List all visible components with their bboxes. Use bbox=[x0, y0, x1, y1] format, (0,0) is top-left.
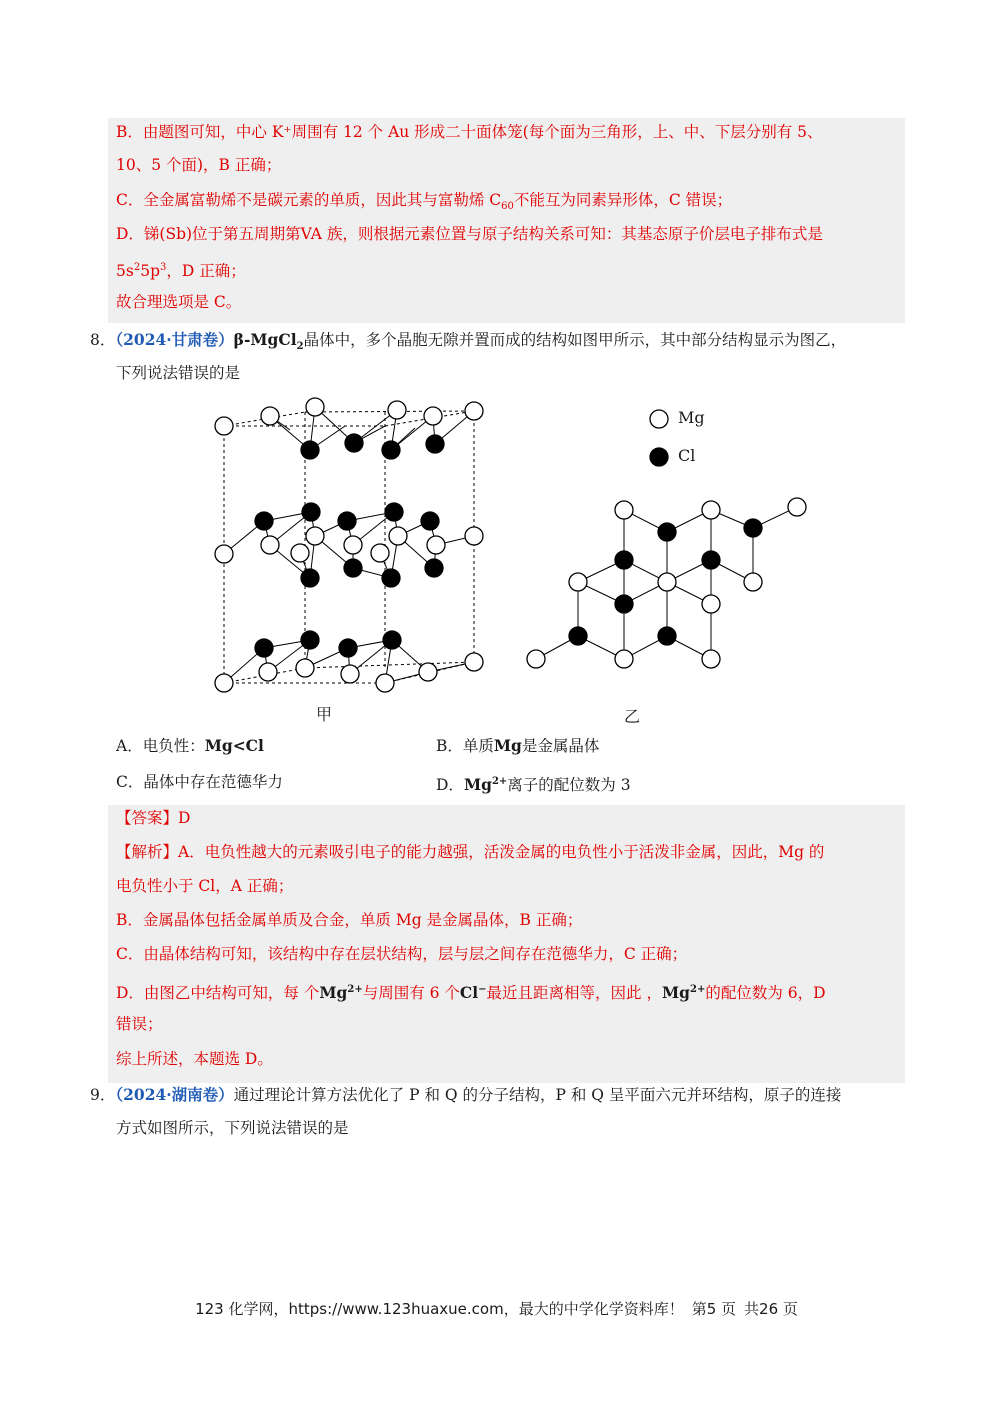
figure-yi bbox=[520, 490, 820, 680]
q8-analysis-a-line2: 电负性小于 Cl，A 正确； bbox=[116, 877, 294, 895]
footer-page: 第5 页 bbox=[691, 1300, 737, 1318]
page-footer bbox=[0, 1298, 993, 1319]
q8-answer: 【答案】D bbox=[116, 809, 191, 827]
q8-option-c[interactable]: C．晶体中存在范德华力 bbox=[116, 773, 283, 791]
legend-cl-icon bbox=[648, 446, 670, 468]
q8-analysis-a-line1: 【解析】A．电负性越大的元素吸引电子的能力越强，活泼金属的电负性小于活泼非金属，因此，Mg 的 bbox=[116, 843, 825, 861]
q9-stem-line2: 方式如图所示，下列说法错误的是 bbox=[116, 1119, 349, 1137]
prev-option-d-line2: $5s^25p^3$，D 正确； bbox=[116, 262, 246, 281]
prev-option-b-line2: 10、5 个面)，B 正确； bbox=[116, 156, 282, 174]
q8-option-a[interactable]: A．电负性：Mg<Cl bbox=[116, 736, 264, 755]
label-jia: 甲 bbox=[316, 705, 333, 724]
figure-jia bbox=[200, 395, 500, 695]
footer-total: 共26 页 bbox=[744, 1300, 798, 1318]
q8-analysis-b: B．金属晶体包括金属单质及合金，单质 Mg 是金属晶体，B 正确； bbox=[116, 911, 583, 929]
q9-stem-line1: 9．（2024·湖南卷）通过理论计算方法优化了 P 和 Q 的分子结构，P 和 Q 呈平面六元并环结构，原子的连接 bbox=[90, 1085, 842, 1104]
prev-option-c: C．全金属富勒烯不是碳元素的单质，因此其与富勒烯 $C_{60}$不能互为同素异形体，C 错误； bbox=[116, 191, 733, 213]
prev-conclusion: 故合理选项是 C。 bbox=[116, 293, 242, 311]
q8-option-b[interactable]: B．单质Mg是金属晶体 bbox=[436, 736, 600, 755]
legend-cl-label: Cl bbox=[678, 446, 696, 465]
prev-option-b-line1: B．由题图可知，中心 K⁺周围有 12 个 Au 形成二十面体笼(每个面为三角形，上、中、下层分别有 5、 bbox=[116, 123, 823, 141]
legend-mg-label: Mg bbox=[678, 408, 705, 427]
q8-summary: 综上所述，本题选 D。 bbox=[116, 1050, 273, 1068]
footer-site[interactable]: 123 化学网，https://www.123huaxue.com，最大的中学化学资料库！ bbox=[195, 1300, 684, 1318]
q8-analysis-c: C．由晶体结构可知，该结构中存在层状结构，层与层之间存在范德华力，C 正确； bbox=[116, 945, 688, 963]
q8-option-d[interactable]: D．$Mg^{2+}$离子的配位数为 3 bbox=[436, 775, 631, 795]
q8-stem-line2: 下列说法错误的是 bbox=[116, 364, 241, 382]
q8-analysis-d-line1: D．由图乙中结构可知，每 个$Mg^{2+}$与周围有 6 个Cl−最近且距离相等，因此 ，$Mg^{2+}$的配位数为 6，D bbox=[116, 983, 826, 1003]
legend-mg-icon bbox=[648, 408, 670, 430]
label-yi: 乙 bbox=[624, 707, 641, 726]
q8-stem-line1: 8．（2024·甘肃卷）β-MgCl$_2$晶体中，多个晶胞无隙并置而成的结构如图甲所示，其中部分结构显示为图乙， bbox=[90, 330, 847, 353]
prev-option-d-line1: D．锑(Sb)位于第五周期第VA 族，则根据元素位置与原子结构关系可知：其基态原子价层电子排布式是 bbox=[116, 225, 823, 243]
q8-analysis-d-line2: 错误； bbox=[116, 1015, 163, 1033]
